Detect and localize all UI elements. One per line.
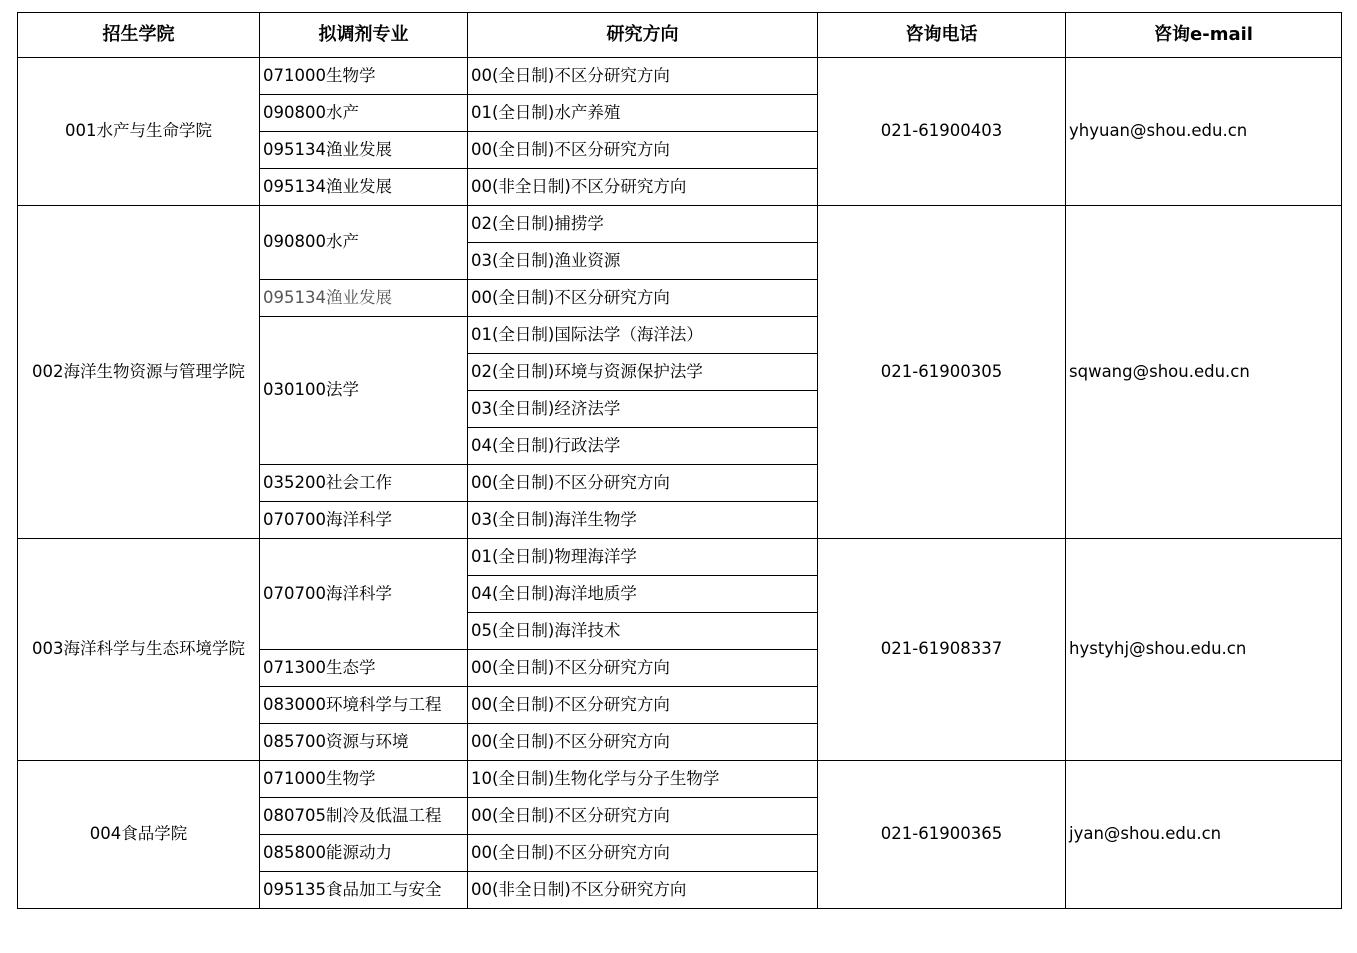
email-cell: yhyuan@shou.edu.cn (1066, 58, 1342, 206)
college-name-cell: 004食品学院 (18, 761, 260, 909)
major-cell: 071300生态学 (260, 650, 468, 687)
direction-cell: 00(全日制)不区分研究方向 (468, 465, 818, 502)
major-cell: 070700海洋科学 (260, 502, 468, 539)
direction-cell: 00(全日制)不区分研究方向 (468, 687, 818, 724)
header-major: 拟调剂专业 (260, 13, 468, 58)
major-cell: 080705制冷及低温工程 (260, 798, 468, 835)
direction-cell: 01(全日制)物理海洋学 (468, 539, 818, 576)
direction-cell: 00(全日制)不区分研究方向 (468, 798, 818, 835)
direction-cell: 00(全日制)不区分研究方向 (468, 724, 818, 761)
header-direction: 研究方向 (468, 13, 818, 58)
major-cell: 095134渔业发展 (260, 132, 468, 169)
major-cell: 035200社会工作 (260, 465, 468, 502)
direction-cell: 04(全日制)海洋地质学 (468, 576, 818, 613)
major-cell: 085800能源动力 (260, 835, 468, 872)
direction-cell: 10(全日制)生物化学与分子生物学 (468, 761, 818, 798)
phone-cell: 021-61900305 (818, 206, 1066, 539)
direction-cell: 04(全日制)行政法学 (468, 428, 818, 465)
header-college: 招生学院 (18, 13, 260, 58)
email-cell: sqwang@shou.edu.cn (1066, 206, 1342, 539)
table-row (18, 539, 1342, 576)
major-cell: 085700资源与环境 (260, 724, 468, 761)
direction-cell: 03(全日制)经济法学 (468, 391, 818, 428)
major-cell: 095134渔业发展 (260, 280, 468, 317)
direction-cell: 03(全日制)海洋生物学 (468, 502, 818, 539)
direction-cell: 00(全日制)不区分研究方向 (468, 132, 818, 169)
email-cell: hystyhj@shou.edu.cn (1066, 539, 1342, 761)
phone-cell: 021-61908337 (818, 539, 1066, 761)
major-cell: 030100法学 (260, 317, 468, 465)
direction-cell: 02(全日制)环境与资源保护法学 (468, 354, 818, 391)
phone-cell: 021-61900365 (818, 761, 1066, 909)
college-name-cell: 002海洋生物资源与管理学院 (18, 206, 260, 539)
college-name-cell: 001水产与生命学院 (18, 58, 260, 206)
table-row (18, 206, 1342, 243)
direction-cell: 05(全日制)海洋技术 (468, 613, 818, 650)
direction-cell: 00(全日制)不区分研究方向 (468, 280, 818, 317)
table-body (18, 58, 1342, 909)
direction-cell: 00(全日制)不区分研究方向 (468, 835, 818, 872)
major-cell: 090800水产 (260, 206, 468, 280)
direction-cell: 00(非全日制)不区分研究方向 (468, 169, 818, 206)
header-phone: 咨询电话 (818, 13, 1066, 58)
major-cell: 070700海洋科学 (260, 539, 468, 650)
major-cell: 090800水产 (260, 95, 468, 132)
direction-cell: 00(全日制)不区分研究方向 (468, 650, 818, 687)
major-cell: 071000生物学 (260, 58, 468, 95)
header-email: 咨询e-mail (1066, 13, 1342, 58)
adjustment-table (17, 12, 1342, 909)
direction-cell: 02(全日制)捕捞学 (468, 206, 818, 243)
major-cell: 095134渔业发展 (260, 169, 468, 206)
major-cell: 095135食品加工与安全 (260, 872, 468, 909)
direction-cell: 01(全日制)国际法学（海洋法） (468, 317, 818, 354)
direction-cell: 00(非全日制)不区分研究方向 (468, 872, 818, 909)
table-row (18, 761, 1342, 798)
header-row (18, 13, 1342, 58)
direction-cell: 03(全日制)渔业资源 (468, 243, 818, 280)
college-name-cell: 003海洋科学与生态环境学院 (18, 539, 260, 761)
table-header (18, 13, 1342, 58)
major-cell: 083000环境科学与工程 (260, 687, 468, 724)
table-row (18, 58, 1342, 95)
phone-cell: 021-61900403 (818, 58, 1066, 206)
email-cell: jyan@shou.edu.cn (1066, 761, 1342, 909)
major-cell: 071000生物学 (260, 761, 468, 798)
direction-cell: 00(全日制)不区分研究方向 (468, 58, 818, 95)
direction-cell: 01(全日制)水产养殖 (468, 95, 818, 132)
